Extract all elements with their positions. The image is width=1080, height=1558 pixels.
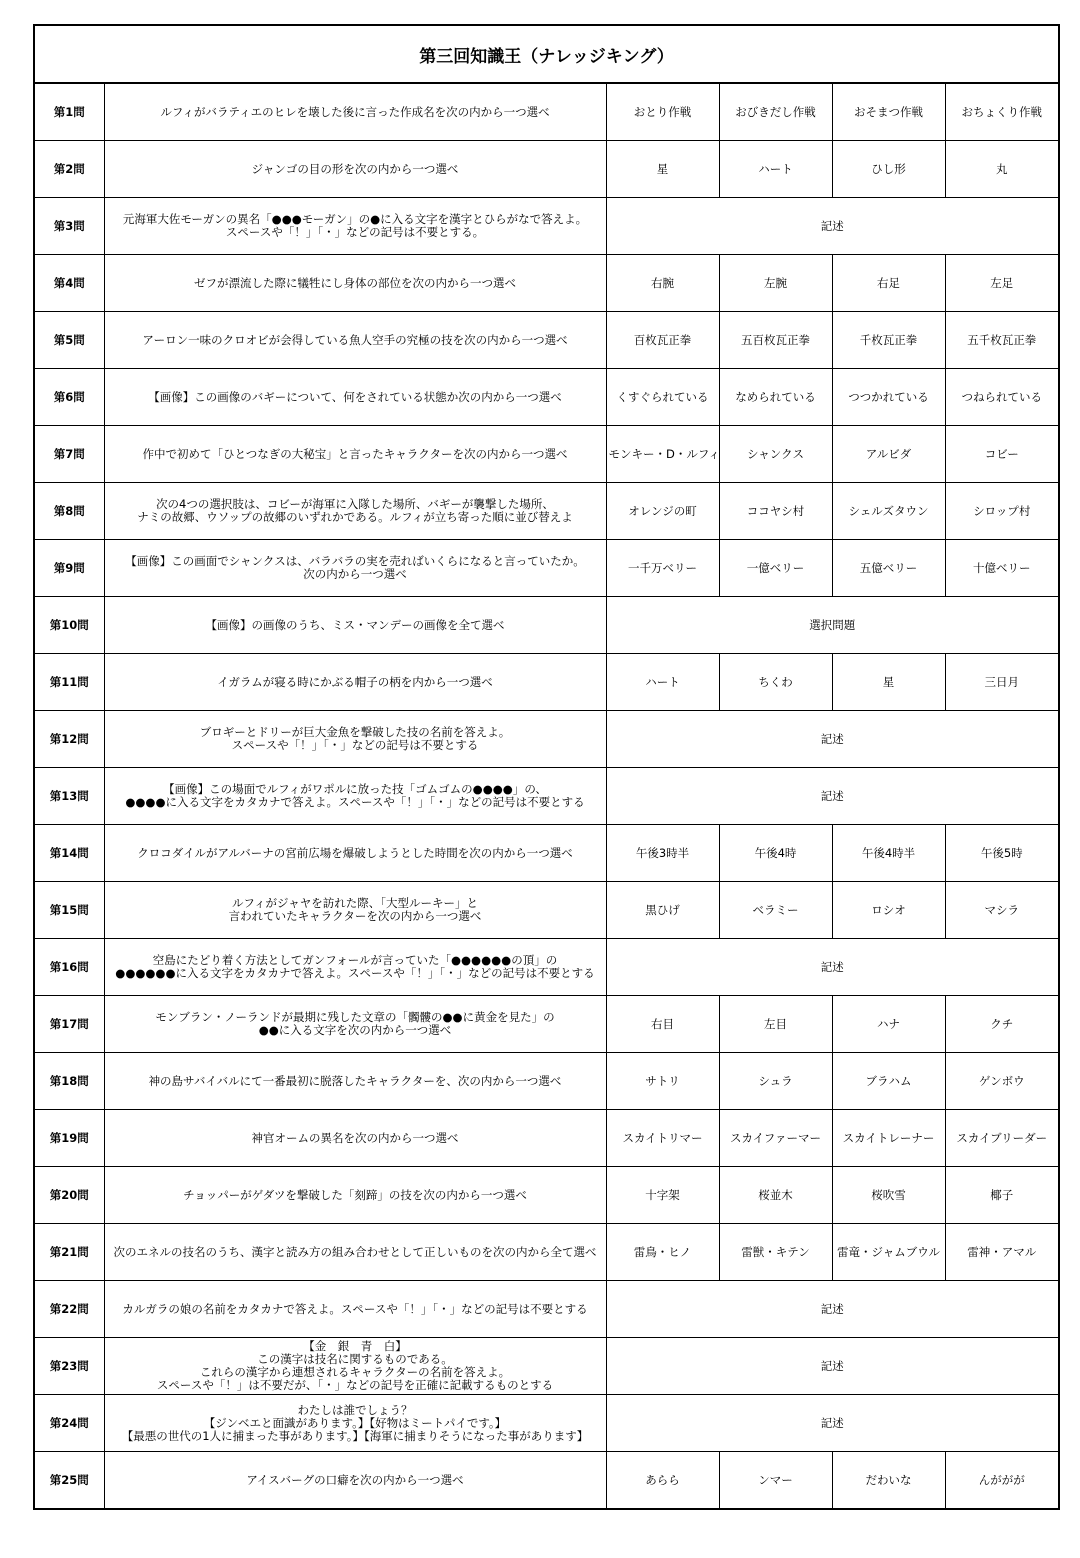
answer-option: 一千万ベリー (606, 540, 719, 597)
question-row (34, 1053, 1059, 1110)
question-row (34, 1224, 1059, 1281)
question-row (34, 825, 1059, 882)
question-row (34, 1167, 1059, 1224)
question-number: 第9問 (34, 540, 104, 597)
answer-option: 桜並木 (719, 1167, 832, 1224)
question-row (34, 483, 1059, 540)
answer-option: 右目 (606, 996, 719, 1053)
question-row (34, 1338, 1059, 1395)
question-row (34, 540, 1059, 597)
question-text: アイスバーグの口癖を次の内から一つ選べ (104, 1452, 606, 1510)
answer-option: 午後3時半 (606, 825, 719, 882)
question-number: 第7問 (34, 426, 104, 483)
question-row (34, 312, 1059, 369)
answer-option: 十億ベリー (945, 540, 1059, 597)
question-number: 第21問 (34, 1224, 104, 1281)
question-row (34, 996, 1059, 1053)
answer-option: おちょくり作戦 (945, 83, 1059, 141)
answer-option: 星 (606, 141, 719, 198)
answer-option: おとり作戦 (606, 83, 719, 141)
question-text: 空島にたどり着く方法としてガンフォールが言っていた「●●●●●●の頂」の ●●●●●●に入る文字をカタカナで答えよ。スペースや「！」「・」などの記号は不要とする (104, 939, 606, 996)
question-text: カルガラの娘の名前をカタカナで答えよ。スペースや「！」「・」などの記号は不要とする (104, 1281, 606, 1338)
answer-option: シロップ村 (945, 483, 1059, 540)
answer-type: 記述 (606, 198, 1059, 255)
question-row (34, 711, 1059, 768)
question-row (34, 369, 1059, 426)
answer-option: ココヤシ村 (719, 483, 832, 540)
answer-option: コビー (945, 426, 1059, 483)
answer-type: 記述 (606, 711, 1059, 768)
answer-option: おびきだし作戦 (719, 83, 832, 141)
answer-option: 午後5時 (945, 825, 1059, 882)
question-number: 第4問 (34, 255, 104, 312)
answer-option: 一億ベリー (719, 540, 832, 597)
question-text: 【画像】この画面でシャンクスは、バラバラの実を売ればいくらになると言っていたか。 次の内から一つ選べ (104, 540, 606, 597)
answer-option: 雷神・アマル (945, 1224, 1059, 1281)
question-row (34, 1452, 1059, 1510)
question-text: 次のエネルの技名のうち、漢字と読み方の組み合わせとして正しいものを次の内から全て選べ (104, 1224, 606, 1281)
question-text: ルフィがバラティエのヒレを壊した後に言った作成名を次の内から一つ選べ (104, 83, 606, 141)
question-text: 次の4つの選択肢は、コビーが海軍に入隊した場所、バギーが襲撃した場所、 ナミの故郷、ウソップの故郷のいずれかである。ルフィが立ち寄った順に並び替えよ (104, 483, 606, 540)
question-text: 作中で初めて「ひとつなぎの大秘宝」と言ったキャラクターを次の内から一つ選べ (104, 426, 606, 483)
question-row (34, 255, 1059, 312)
answer-option: 桜吹雪 (832, 1167, 945, 1224)
answer-type: 記述 (606, 768, 1059, 825)
answer-option: アルビダ (832, 426, 945, 483)
answer-option: マシラ (945, 882, 1059, 939)
answer-option: 左目 (719, 996, 832, 1053)
answer-option: 左腕 (719, 255, 832, 312)
answer-type: 記述 (606, 1281, 1059, 1338)
answer-option: 椰子 (945, 1167, 1059, 1224)
question-row (34, 882, 1059, 939)
answer-option: だわいな (832, 1452, 945, 1510)
answer-option: ハナ (832, 996, 945, 1053)
answer-option: 左足 (945, 255, 1059, 312)
question-text: ジャンゴの目の形を次の内から一つ選べ (104, 141, 606, 198)
answer-option: なめられている (719, 369, 832, 426)
answer-option: あらら (606, 1452, 719, 1510)
question-text: モンブラン・ノーランドが最期に残した文章の「髑髏の●●に黄金を見た」の ●●に入る文字を次の内から一つ選べ (104, 996, 606, 1053)
question-text: 神の島サバイバルにて一番最初に脱落したキャラクターを、次の内から一つ選べ (104, 1053, 606, 1110)
answer-option: つねられている (945, 369, 1059, 426)
answer-option: スカイトリマー (606, 1110, 719, 1167)
answer-option: 三日月 (945, 654, 1059, 711)
page-title: 第三回知識王（ナレッジキング） (34, 25, 1059, 83)
question-text: ブロギーとドリーが巨大金魚を撃破した技の名前を答えよ。 スペースや「！」「・」などの記号は不要とする (104, 711, 606, 768)
answer-option: 右足 (832, 255, 945, 312)
question-row (34, 198, 1059, 255)
question-row (34, 1110, 1059, 1167)
answer-option: くすぐられている (606, 369, 719, 426)
quiz-table-body (34, 25, 1059, 1509)
question-number: 第18問 (34, 1053, 104, 1110)
answer-option: つつかれている (832, 369, 945, 426)
answer-option: 午後4時 (719, 825, 832, 882)
answer-option: 千枚瓦正拳 (832, 312, 945, 369)
answer-option: 午後4時半 (832, 825, 945, 882)
answer-option: 五千枚瓦正拳 (945, 312, 1059, 369)
answer-type: 選択問題 (606, 597, 1059, 654)
question-number: 第11問 (34, 654, 104, 711)
answer-option: スカイファーマー (719, 1110, 832, 1167)
answer-option: スカイブリーダー (945, 1110, 1059, 1167)
question-text: アーロン一味のクロオビが会得している魚人空手の究極の技を次の内から一つ選べ (104, 312, 606, 369)
question-text: チョッパーがゲダツを撃破した「刻蹄」の技を次の内から一つ選べ (104, 1167, 606, 1224)
question-row (34, 1281, 1059, 1338)
answer-option: サトリ (606, 1053, 719, 1110)
answer-option: 雷鳥・ヒノ (606, 1224, 719, 1281)
answer-option: ブラハム (832, 1053, 945, 1110)
answer-option: ハート (606, 654, 719, 711)
answer-option: 星 (832, 654, 945, 711)
question-row (34, 597, 1059, 654)
question-text: ゼフが漂流した際に犠牲にし身体の部位を次の内から一つ選べ (104, 255, 606, 312)
question-number: 第13問 (34, 768, 104, 825)
answer-option: んががが (945, 1452, 1059, 1510)
question-text: 【画像】の画像のうち、ミス・マンデーの画像を全て選べ (104, 597, 606, 654)
answer-type: 記述 (606, 1395, 1059, 1452)
question-number: 第19問 (34, 1110, 104, 1167)
question-number: 第3問 (34, 198, 104, 255)
answer-option: 十字架 (606, 1167, 719, 1224)
answer-option: 右腕 (606, 255, 719, 312)
answer-option: 五百枚瓦正拳 (719, 312, 832, 369)
question-row (34, 939, 1059, 996)
answer-option: ロシオ (832, 882, 945, 939)
answer-type: 記述 (606, 939, 1059, 996)
question-number: 第8問 (34, 483, 104, 540)
answer-option: 丸 (945, 141, 1059, 198)
answer-option: 百枚瓦正拳 (606, 312, 719, 369)
question-number: 第6問 (34, 369, 104, 426)
answer-option: スカイトレーナー (832, 1110, 945, 1167)
question-number: 第5問 (34, 312, 104, 369)
question-number: 第22問 (34, 1281, 104, 1338)
question-text: クロコダイルがアルバーナの宮前広場を爆破しようとした時間を次の内から一つ選べ (104, 825, 606, 882)
question-number: 第23問 (34, 1338, 104, 1395)
question-text: 元海軍大佐モーガンの異名「●●●モーガン」の●に入る文字を漢字とひらがなで答えよ。 スペースや「！」「・」などの記号は不要とする。 (104, 198, 606, 255)
question-number: 第16問 (34, 939, 104, 996)
question-number: 第24問 (34, 1395, 104, 1452)
answer-type: 記述 (606, 1338, 1059, 1395)
answer-option: 五億ベリー (832, 540, 945, 597)
question-number: 第1問 (34, 83, 104, 141)
question-number: 第25問 (34, 1452, 104, 1510)
question-text: 【画像】この画像のバギーについて、何をされている状態か次の内から一つ選べ (104, 369, 606, 426)
question-row (34, 141, 1059, 198)
question-row (34, 654, 1059, 711)
answer-option: シュラ (719, 1053, 832, 1110)
answer-option: ひし形 (832, 141, 945, 198)
answer-option: 黒ひげ (606, 882, 719, 939)
question-text: 【画像】この場面でルフィがワポルに放った技「ゴムゴムの●●●●」の、 ●●●●に入る文字をカタカナで答えよ。スペースや「！」「・」などの記号は不要とする (104, 768, 606, 825)
question-number: 第12問 (34, 711, 104, 768)
question-text: イガラムが寝る時にかぶる帽子の柄を内から一つ選べ (104, 654, 606, 711)
question-number: 第2問 (34, 141, 104, 198)
question-text: 神官オームの異名を次の内から一つ選べ (104, 1110, 606, 1167)
answer-option: クチ (945, 996, 1059, 1053)
question-row (34, 768, 1059, 825)
question-number: 第14問 (34, 825, 104, 882)
answer-option: シェルズタウン (832, 483, 945, 540)
answer-option: ちくわ (719, 654, 832, 711)
question-row (34, 83, 1059, 141)
question-text: わたしは誰でしょう？ 【ジンベエと面識があります。】【好物はミートパイです。】 【最悪の世代の1人に捕まった事があります。】【海軍に捕まりそうになった事があります】 (104, 1395, 606, 1452)
question-number: 第15問 (34, 882, 104, 939)
answer-option: ゲンボウ (945, 1053, 1059, 1110)
answer-option: おそまつ作戦 (832, 83, 945, 141)
question-number: 第17問 (34, 996, 104, 1053)
answer-option: オレンジの町 (606, 483, 719, 540)
question-number: 第20問 (34, 1167, 104, 1224)
question-text: 【金 銀 青 白】 この漢字は技名に関するものである。 これらの漢字から連想されるキャラクターの名前を答えよ。 スペースや「！」は不要だが、「・」などの記号を正確に記載するものとする (104, 1338, 606, 1395)
answer-option: ベラミー (719, 882, 832, 939)
answer-option: ンマー (719, 1452, 832, 1510)
question-text: ルフィがジャヤを訪れた際、「大型ルーキー」と 言われていたキャラクターを次の内から一つ選べ (104, 882, 606, 939)
answer-option: モンキー・D・ルフィ (606, 426, 719, 483)
answer-option: 雷獣・キテン (719, 1224, 832, 1281)
question-row (34, 1395, 1059, 1452)
question-number: 第10問 (34, 597, 104, 654)
question-row (34, 426, 1059, 483)
answer-option: シャンクス (719, 426, 832, 483)
title-row (34, 25, 1059, 83)
quiz-table (33, 24, 1060, 1510)
answer-option: 雷竜・ジャムブウル (832, 1224, 945, 1281)
answer-option: ハート (719, 141, 832, 198)
